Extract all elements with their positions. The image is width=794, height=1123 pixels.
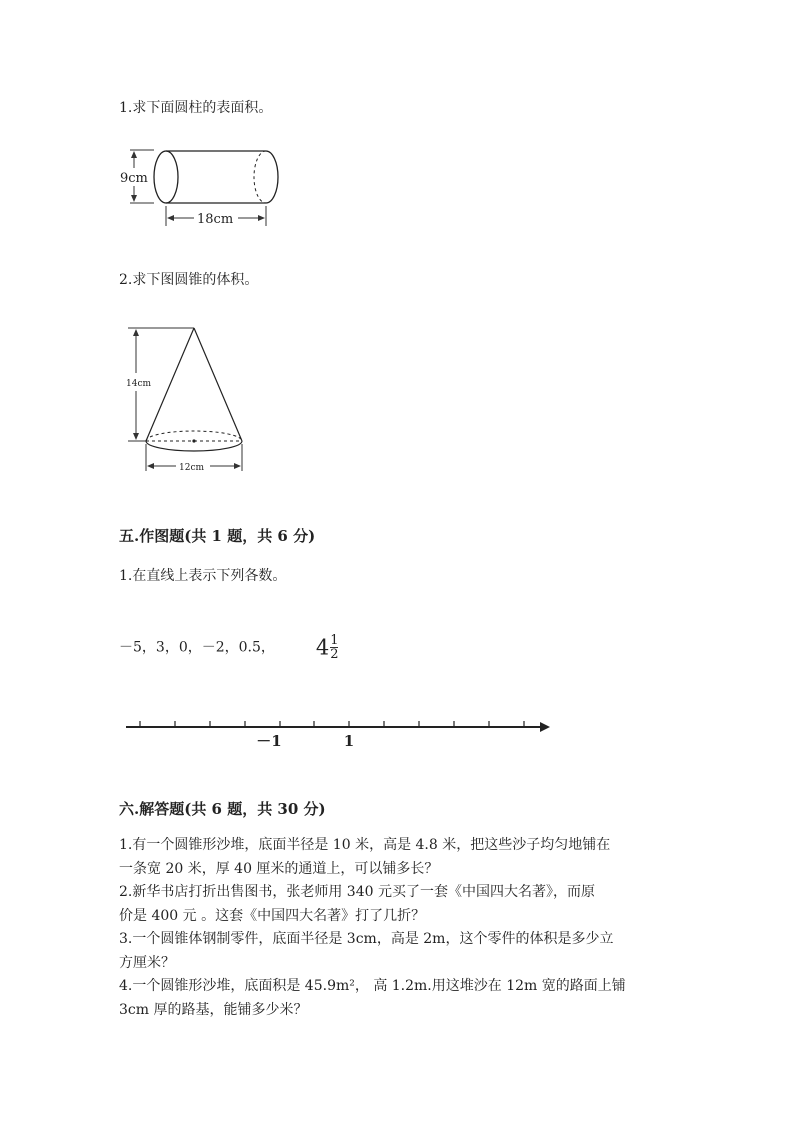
number-list [119,634,338,661]
cylinder-height-label: 9cm [120,171,148,186]
number-line [120,712,560,752]
question-cone: 2.求下图圆锥的体积。 [119,272,259,288]
problem-line: 3cm 厚的路基，能铺多少米？ [119,1001,308,1018]
cylinder-figure [120,140,290,235]
tick-label-neg1: －1 [256,732,282,750]
problem-line: 价是 400 元 。这套《中国四大名著》打了几折？ [119,907,426,924]
problem-line: 一条宽 20 米，厚 40 厘米的通道上，可以铺多长？ [119,860,439,877]
fraction-numerator: 1 [330,633,339,648]
mixed-number-whole: 4 [315,635,330,660]
cone-height-label: 14cm [126,379,152,389]
number-list-text: －5，3，0，－2，0.5， [119,639,275,656]
problem-line: 2.新华书店打折出售图书，张老师用 340 元买了一套《中国四大名著》，而原 [119,884,595,900]
problem-line: 方厘米？ [119,954,175,971]
problem-line: 1.有一个圆锥形沙堆，底面半径是 10 米，高是 4.8 米，把这些沙子均匀地铺在 [119,837,611,853]
solution-questions [119,834,679,1022]
section-title-solutions: 六.解答题(共 6 题，共 30 分) [119,800,326,818]
question-number-line: 1.在直线上表示下列各数。 [119,568,287,584]
section-title-drawing: 五.作图题(共 1 题，共 6 分) [119,527,316,545]
cylinder-length-label: 18cm [197,212,234,227]
problem-line: 4.一个圆锥形沙堆，底面积是 45.9m²， 高 1.2m.用这堆沙在 12m 宽的路面上铺 [119,978,626,994]
question-cylinder: 1.求下面圆柱的表面积。 [119,100,273,116]
fraction-denominator: 2 [330,647,339,662]
problem-line: 3.一个圆锥体钢制零件，底面半径是 3cm，高是 2m，这个零件的体积是多少立 [119,931,614,947]
mixed-number-fraction [330,634,338,661]
cone-figure [120,318,260,478]
tick-label-pos1: 1 [343,732,355,750]
cone-diameter-label: 12cm [179,463,205,473]
